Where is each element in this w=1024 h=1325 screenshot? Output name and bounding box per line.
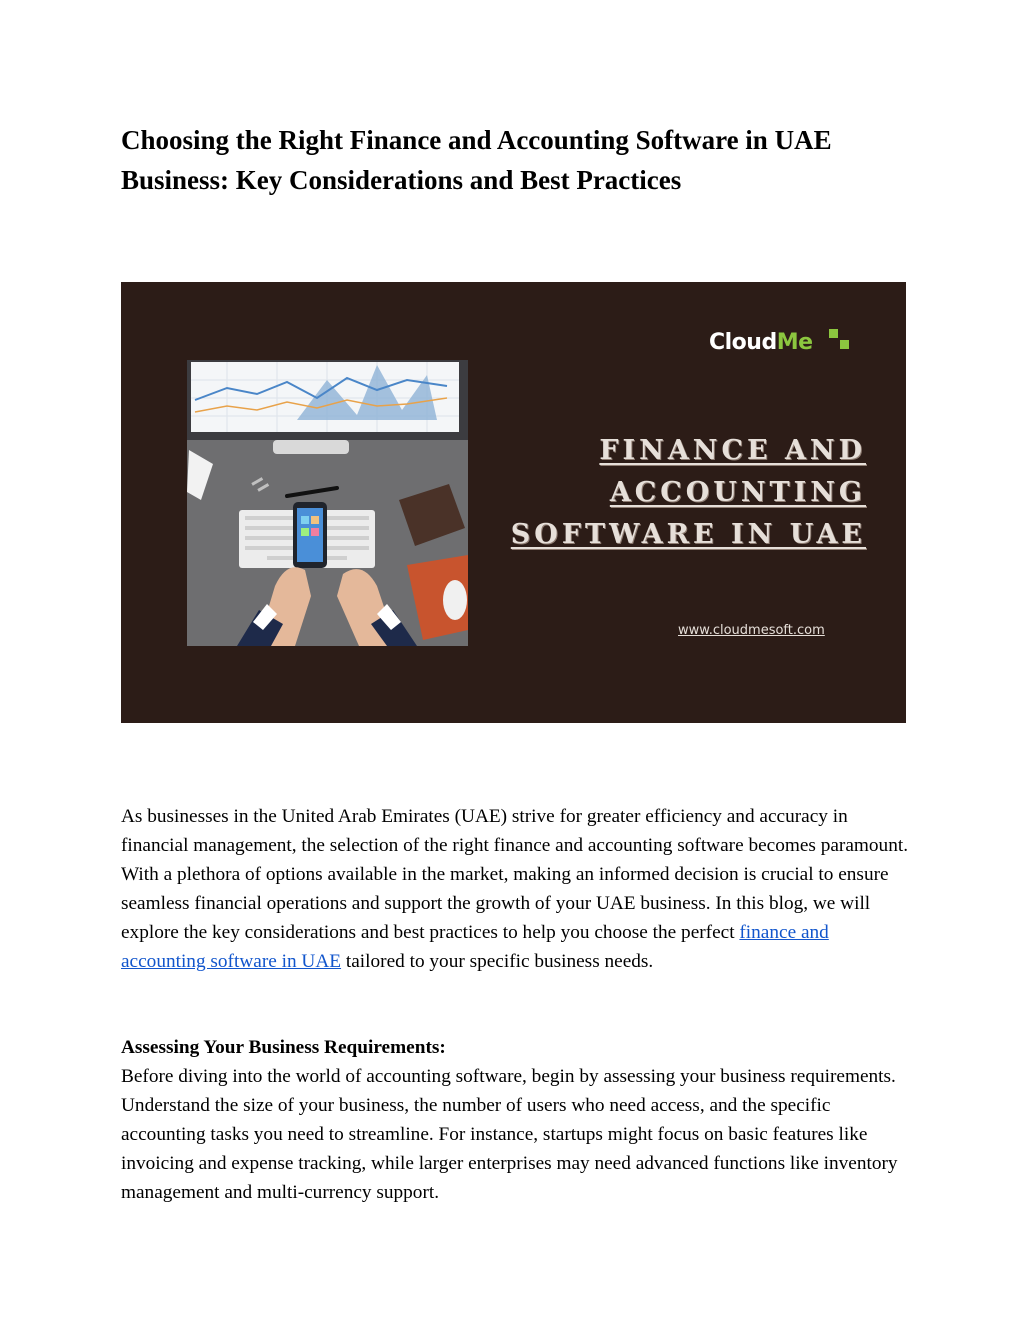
finance-software-link[interactable]: finance and accounting software in UAE — [121, 922, 829, 972]
hero-banner — [121, 282, 906, 723]
brand-name-accent: Me — [776, 330, 813, 355]
page-title: Choosing the Right Finance and Accounting Software in UAE Business: Key Considerations and Best Practices — [121, 125, 832, 195]
logo-squares-icon — [829, 329, 851, 353]
banner-heading-line: FINANCE AND — [599, 435, 866, 466]
brand-name-primary: Cloud — [709, 330, 777, 355]
desk-photo-illustration — [187, 360, 468, 646]
intro-text-start: As businesses in the United Arab Emirates (UAE) strive for greater efficiency and accuracy in financial management, the selection of the right finance and accounting software becomes paramount. With a plethora of options available in the market, making an informed decision is crucial to ensure seamless financial operations and support the growth of your UAE business. In this blog, we will explore the key considerations and best practices to help you choose the perfect — [121, 806, 909, 943]
section-heading: Assessing Your Business Requirements: — [121, 1037, 446, 1058]
intro-text-end: tailored to your specific business needs. — [341, 951, 654, 972]
banner-website-url: www.cloudmesoft.com — [678, 623, 825, 638]
intro-paragraph — [121, 802, 911, 976]
brand-logo — [709, 330, 813, 355]
section-body: Before diving into the world of accounting software, begin by assessing your business requirements. Understand the size of your business, the number of users who need access, and the specific accounting tasks you need to streamline. For instance, startups might focus on basic features like invoicing and expense tracking, while larger enterprises may need advanced functions like inventory management and multi-currency support. — [121, 1066, 898, 1203]
banner-heading-line: ACCOUNTING — [609, 477, 866, 508]
banner-heading — [511, 430, 866, 556]
banner-heading-line: SOFTWARE IN UAE — [510, 519, 866, 550]
